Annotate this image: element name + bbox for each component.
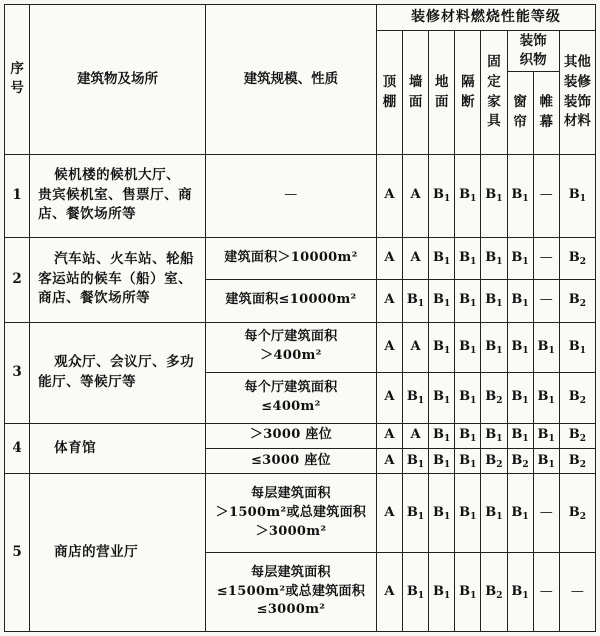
- header-row-1: [5, 5, 596, 31]
- header-char: 序: [10, 60, 24, 77]
- grade-cell: $B_1$: [507, 237, 533, 279]
- furniture-header: [481, 31, 507, 154]
- nature-cell: [206, 280, 377, 322]
- fabric-group-header: [507, 31, 559, 72]
- grade-cell: $B_1$: [403, 474, 429, 553]
- place-header: 建筑物及场所: [30, 5, 206, 155]
- seq-header: [5, 5, 30, 155]
- grade-cell: A: [376, 553, 402, 632]
- place-line: 贵宾候机室、售票厅、商: [38, 186, 193, 203]
- grade-cell: $B_1$: [533, 448, 559, 473]
- grade-cell: $B_1$: [481, 474, 507, 553]
- curtain-header: [507, 71, 533, 154]
- grade-cell: A: [403, 154, 429, 237]
- table-row: [5, 237, 596, 279]
- grade-cell: $B_1$: [507, 553, 533, 632]
- header-char: 家: [487, 93, 501, 110]
- grade-cell: A: [376, 474, 402, 553]
- grade-cell: $B_1$: [455, 553, 481, 632]
- grade-cell: —: [533, 474, 559, 553]
- grade-cell: $B_1$: [429, 322, 455, 373]
- nature-line: ≤3000m²: [256, 602, 326, 618]
- grade-cell: $B_1$: [429, 373, 455, 424]
- seq-cell: 2: [5, 237, 30, 322]
- nature-cell: [206, 423, 377, 448]
- table-row: [5, 474, 596, 553]
- grade-cell: $B_2$: [559, 237, 595, 279]
- grade-cell: $B_1$: [455, 280, 481, 322]
- seq-cell: 3: [5, 322, 30, 423]
- nature-cell: [206, 237, 377, 279]
- wall-header: [403, 31, 429, 154]
- header-char: 幕: [539, 113, 553, 130]
- place-cell: [30, 474, 206, 632]
- nature-line: ＞3000m²: [255, 523, 327, 539]
- grade-cell: $B_1$: [559, 322, 595, 373]
- nature-cell: [206, 322, 377, 373]
- grade-cell: $B_1$: [455, 154, 481, 237]
- seq-cell: 4: [5, 423, 30, 474]
- table-row: [5, 154, 596, 237]
- grade-cell: $B_1$: [481, 237, 507, 279]
- grade-cell: $B_1$: [455, 237, 481, 279]
- grade-cell: A: [376, 423, 402, 448]
- partition-header: [455, 31, 481, 154]
- grade-cell: $B_1$: [507, 322, 533, 373]
- grade-cell: $B_2$: [559, 448, 595, 473]
- grade-cell: $B_1$: [559, 154, 595, 237]
- grade-cell: —: [533, 237, 559, 279]
- grade-cell: —: [533, 553, 559, 632]
- header-chunk: 材料: [563, 113, 591, 130]
- header-char: 固: [487, 54, 501, 71]
- place-cell: [30, 322, 206, 423]
- nature-cell: [206, 448, 377, 473]
- other-header: [559, 31, 595, 154]
- header-chunk: 织物: [519, 52, 547, 69]
- nature-cell: [206, 553, 377, 632]
- header-char: 顶: [382, 73, 397, 90]
- header-char: 具: [487, 113, 501, 130]
- nature-line: ≤3000 座位: [250, 452, 331, 468]
- grade-cell: $B_1$: [533, 373, 559, 424]
- seq-cell: 5: [5, 474, 30, 632]
- grade-cell: A: [403, 237, 429, 279]
- grade-cell: $B_1$: [429, 280, 455, 322]
- grade-cell: —: [559, 553, 595, 632]
- header-char: 帘: [513, 113, 527, 130]
- grade-cell: $B_1$: [403, 448, 429, 473]
- grade-cell: $B_2$: [481, 373, 507, 424]
- nature-line: 建筑面积＞10000m²: [224, 249, 358, 265]
- grade-cell: A: [376, 373, 402, 424]
- grade-cell: A: [376, 237, 402, 279]
- grade-cell: A: [403, 423, 429, 448]
- nature-line: 建筑面积≤10000m²: [225, 292, 357, 308]
- header-char: 面: [434, 93, 449, 110]
- place-cell: [30, 237, 206, 322]
- nature-line: ≤400m²: [261, 398, 321, 414]
- grade-cell: A: [376, 322, 402, 373]
- grade-cell: $B_1$: [507, 474, 533, 553]
- nature-line: ＞3000 座位: [249, 427, 332, 443]
- grade-cell: $B_2$: [559, 423, 595, 448]
- grade-cell: $B_1$: [481, 322, 507, 373]
- grade-cell: —: [533, 154, 559, 237]
- grade-cell: $B_1$: [403, 280, 429, 322]
- grade-cell: $B_1$: [507, 154, 533, 237]
- place-line: 观众厅、会议厅、多功: [54, 354, 195, 371]
- header-char: 棚: [382, 93, 397, 110]
- ceiling-header: [376, 31, 402, 154]
- grade-cell: $B_1$: [429, 154, 455, 237]
- table-row: [5, 423, 596, 448]
- table-row: [5, 322, 596, 373]
- header-chunk: 装饰: [563, 93, 591, 110]
- grade-cell: $B_2$: [559, 474, 595, 553]
- grade-cell: $B_1$: [481, 280, 507, 322]
- floor-header: [429, 31, 455, 154]
- header-char: 窗: [513, 94, 527, 111]
- nature-line: ＞1500m²或总建筑面积: [215, 504, 367, 520]
- place-cell: [30, 154, 206, 237]
- grade-cell: $B_1$: [481, 154, 507, 237]
- grade-cell: A: [376, 280, 402, 322]
- grade-cell: $B_1$: [429, 553, 455, 632]
- header-char: 墙: [408, 73, 423, 90]
- grade-cell: $B_1$: [429, 474, 455, 553]
- grade-cell: $B_1$: [481, 423, 507, 448]
- nature-line: 每个厅建筑面积: [244, 329, 338, 345]
- header-char: 断: [461, 93, 475, 110]
- grade-cell: $B_2$: [559, 280, 595, 322]
- nature-header: 建筑规模、性质: [206, 5, 377, 155]
- nature-line: 每个厅建筑面积: [244, 380, 338, 396]
- grade-cell: $B_1$: [455, 322, 481, 373]
- header-char: 面: [408, 93, 423, 110]
- grade-cell: $B_1$: [533, 423, 559, 448]
- place-line: 店、餐饮场所等: [38, 206, 137, 223]
- grade-cell: $B_1$: [403, 553, 429, 632]
- grade-cell: $B_1$: [507, 373, 533, 424]
- place-cell: [30, 423, 206, 474]
- fire-rating-table: [4, 4, 596, 632]
- header-char: 帷: [539, 94, 553, 111]
- grade-cell: $B_1$: [429, 423, 455, 448]
- grade-cell: $B_1$: [403, 373, 429, 424]
- place-line: 体育馆: [54, 439, 97, 456]
- place-line: 候机楼的候机大厅、: [54, 167, 181, 184]
- grade-cell: $B_1$: [455, 448, 481, 473]
- grade-cell: $B_1$: [455, 474, 481, 553]
- nature-cell: [206, 474, 377, 553]
- header-char: 定: [487, 73, 501, 90]
- grade-cell: A: [376, 154, 402, 237]
- grade-cell: $B_1$: [455, 423, 481, 448]
- grade-cell: $B_2$: [507, 448, 533, 473]
- grade-cell: $B_1$: [507, 280, 533, 322]
- seq-cell: 1: [5, 154, 30, 237]
- place-line: 汽车站、火车站、轮船: [54, 251, 195, 268]
- grade-cell: $B_1$: [429, 237, 455, 279]
- place-line: 能厅、等候厅等: [38, 373, 137, 390]
- grade-cell: —: [533, 280, 559, 322]
- grade-cell: $B_2$: [481, 553, 507, 632]
- grade-cell: A: [403, 322, 429, 373]
- grade-cell: $B_1$: [455, 373, 481, 424]
- nature-line: —: [284, 187, 298, 203]
- grade-cell: $B_2$: [559, 373, 595, 424]
- grade-cell: $B_1$: [507, 423, 533, 448]
- grade-cell: $B_1$: [533, 322, 559, 373]
- header-chunk: 装修: [563, 73, 591, 90]
- place-line: 商店的营业厅: [54, 543, 139, 560]
- nature-cell: [206, 373, 377, 424]
- header-char: 号: [10, 80, 24, 97]
- nature-line: ≤1500m²或总建筑面积: [216, 583, 366, 599]
- header-char: 隔: [461, 73, 475, 90]
- header-chunk: 其他: [563, 54, 591, 71]
- grade-cell: $B_2$: [481, 448, 507, 473]
- drape-header: [533, 71, 559, 154]
- grade-cell: $B_1$: [429, 448, 455, 473]
- nature-cell: [206, 154, 377, 237]
- grade-group-header: 装修材料燃烧性能等级: [376, 5, 595, 31]
- place-line: 商店、餐饮场所等: [38, 290, 151, 307]
- grade-cell: A: [376, 448, 402, 473]
- nature-line: 每层建筑面积: [251, 485, 331, 501]
- nature-line: 每层建筑面积: [251, 564, 331, 580]
- header-chunk: 装饰: [519, 32, 547, 49]
- place-line: 客运站的候车（船）室、: [38, 270, 193, 287]
- header-char: 地: [434, 73, 449, 90]
- nature-line: ＞400m²: [260, 348, 322, 364]
